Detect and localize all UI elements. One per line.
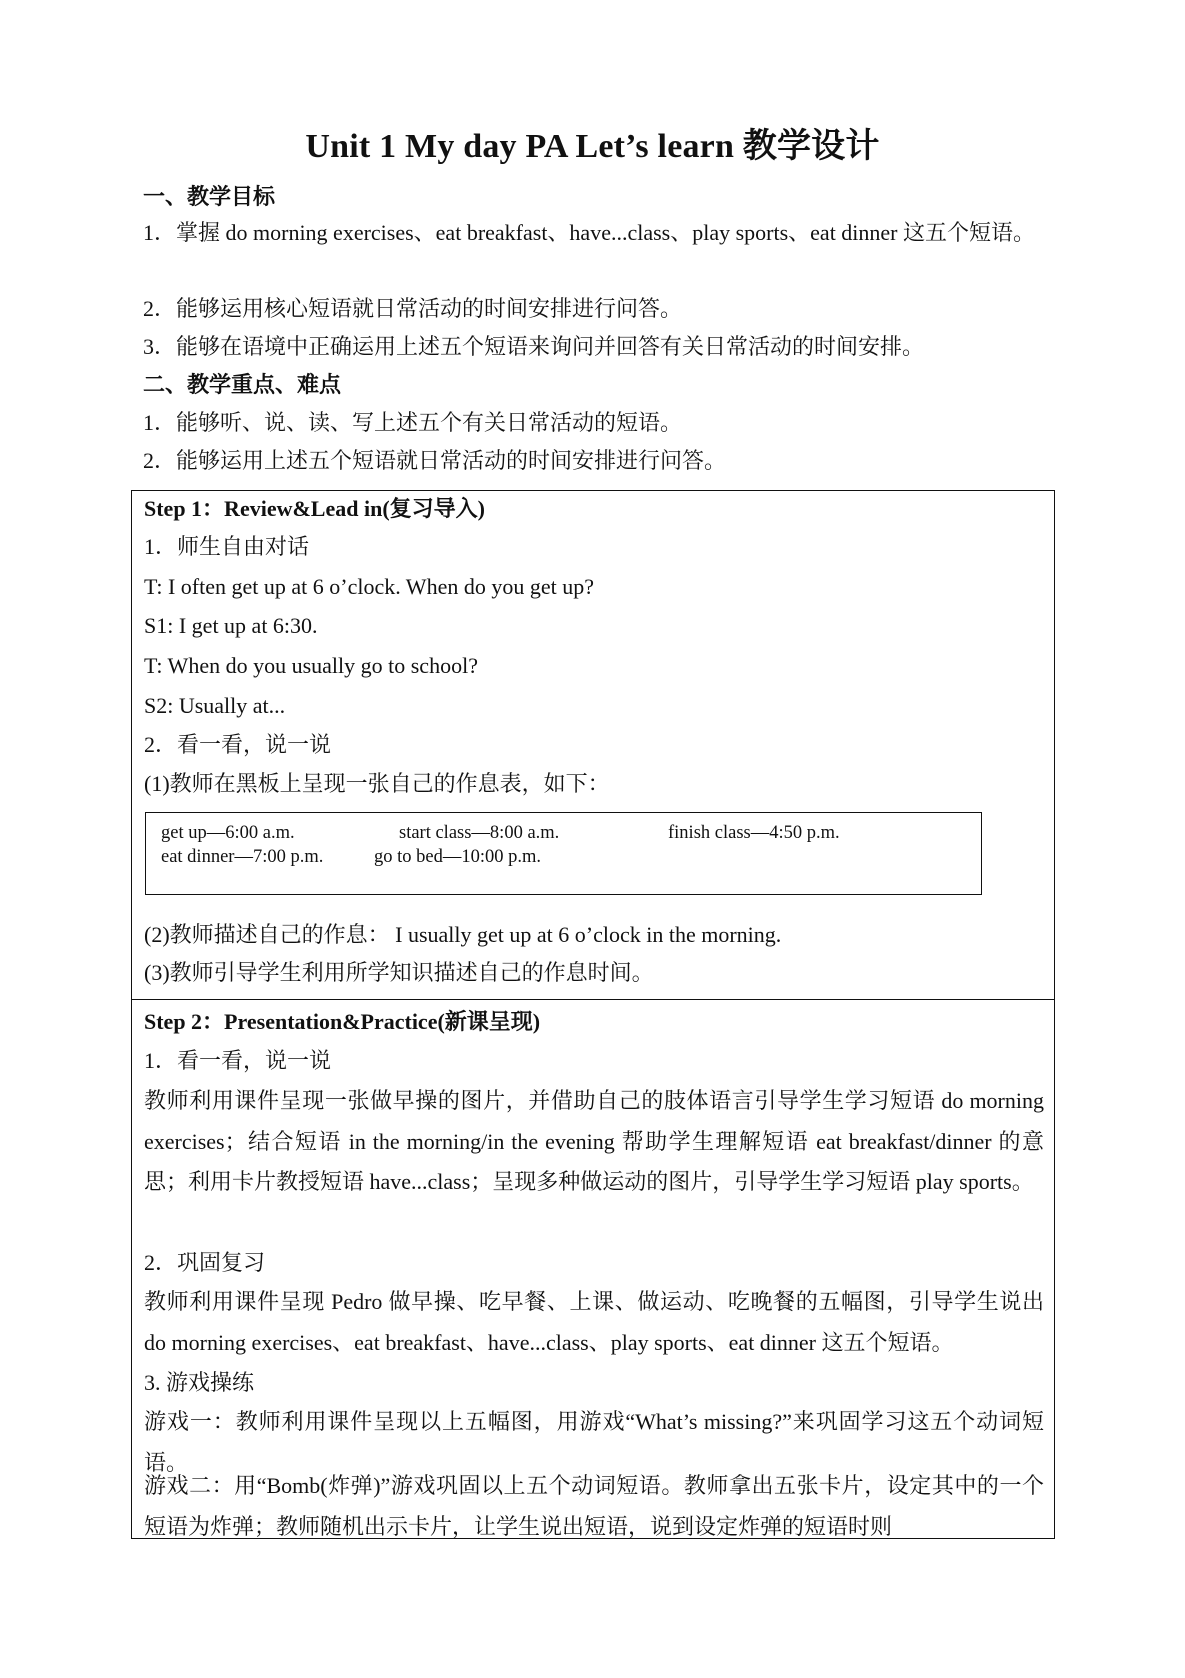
key-point-item: 2．能够运用上述五个短语就日常活动的时间安排进行问答。 (143, 448, 727, 473)
step1-line: 1．师生自由对话 (144, 534, 310, 559)
objective-item: 3．能够在语境中正确运用上述五个短语来询问并回答有关日常活动的时间安排。 (143, 334, 925, 359)
step1-line: (1)教师在黑板上呈现一张自己的作息表，如下： (144, 771, 610, 796)
schedule-get-up: get up—6:00 a.m. (161, 823, 295, 843)
step2-heading: Step 2：Presentation&Practice(新课呈现) (144, 1009, 541, 1034)
step2-paragraph: 游戏二：用“Bomb(炸弹)”游戏巩固以上五个动词短语。教师拿出五张卡片，设定其中的一个短语为炸弹；教师随机出示卡片，让学生说出短语，说到设定炸弹的短语时则 (144, 1473, 1044, 1538)
schedule-eat-dinner: eat dinner—7:00 p.m. (161, 847, 324, 867)
key-points-heading: 二、教学重点、难点 (143, 372, 342, 397)
schedule-start-class: start class—8:00 a.m. (399, 823, 560, 843)
step2-subheading: 3. 游戏操练 (144, 1370, 255, 1395)
step2-paragraph: 教师利用课件呈现 Pedro 做早操、吃早餐、上课、做运动、吃晚餐的五幅图，引导学生说出 do morning exercises、eat breakfast、have...class、play sports、eat dinner 这五个短语。 (144, 1289, 1044, 1355)
step2-paragraph: 游戏一：教师利用课件呈现以上五幅图，用游戏“What’s missing?”来巩固学习这五个动词短语。 (144, 1409, 1044, 1475)
objective-item: 2．能够运用核心短语就日常活动的时间安排进行问答。 (143, 296, 683, 321)
step1-line: 2．看一看，说一说 (144, 732, 332, 757)
step1-after-line: (3)教师引导学生利用所学知识描述自己的作息时间。 (144, 960, 654, 985)
step1-line: S2: Usually at... (144, 693, 286, 718)
schedule-go-to-bed: go to bed—10:00 p.m. (374, 847, 542, 867)
key-point-item: 1．能够听、说、读、写上述五个有关日常活动的短语。 (143, 410, 683, 435)
lesson-steps-table (131, 490, 1055, 1539)
step1-line: S1: I get up at 6:30. (144, 613, 318, 638)
step1-heading: Step 1：Review&Lead in(复习导入) (144, 496, 485, 521)
schedule-box (145, 812, 982, 895)
schedule-finish-class: finish class—4:50 p.m. (668, 823, 840, 843)
document-title: Unit 1 My day PA Let’s learn 教学设计 (305, 128, 880, 165)
objectives-heading: 一、教学目标 (143, 184, 276, 209)
step2-subheading: 1．看一看，说一说 (144, 1048, 332, 1073)
objective-item: 1．掌握 do morning exercises、eat breakfast、have...class、play sports、eat dinner 这五个短语。 (143, 220, 1036, 245)
step1-line: T: When do you usually go to school? (144, 653, 478, 678)
step1-after-line: (2)教师描述自己的作息： I usually get up at 6 o’clock in the morning. (144, 922, 782, 947)
step1-line: T: I often get up at 6 o’clock. When do you get up? (144, 574, 594, 599)
table-row-divider (132, 999, 1054, 1000)
step2-paragraph: 教师利用课件呈现一张做早操的图片，并借助自己的肢体语言引导学生学习短语 do morning exercises；结合短语 in the morning/in the evening 帮助学生理解短语 eat breakfast/dinner 的意思；利用卡片教授短语 have...class；呈现多种做运动的图片，引导学生学习短语 play sports。 (144, 1088, 1044, 1194)
step2-subheading: 2．巩固复习 (144, 1250, 266, 1275)
